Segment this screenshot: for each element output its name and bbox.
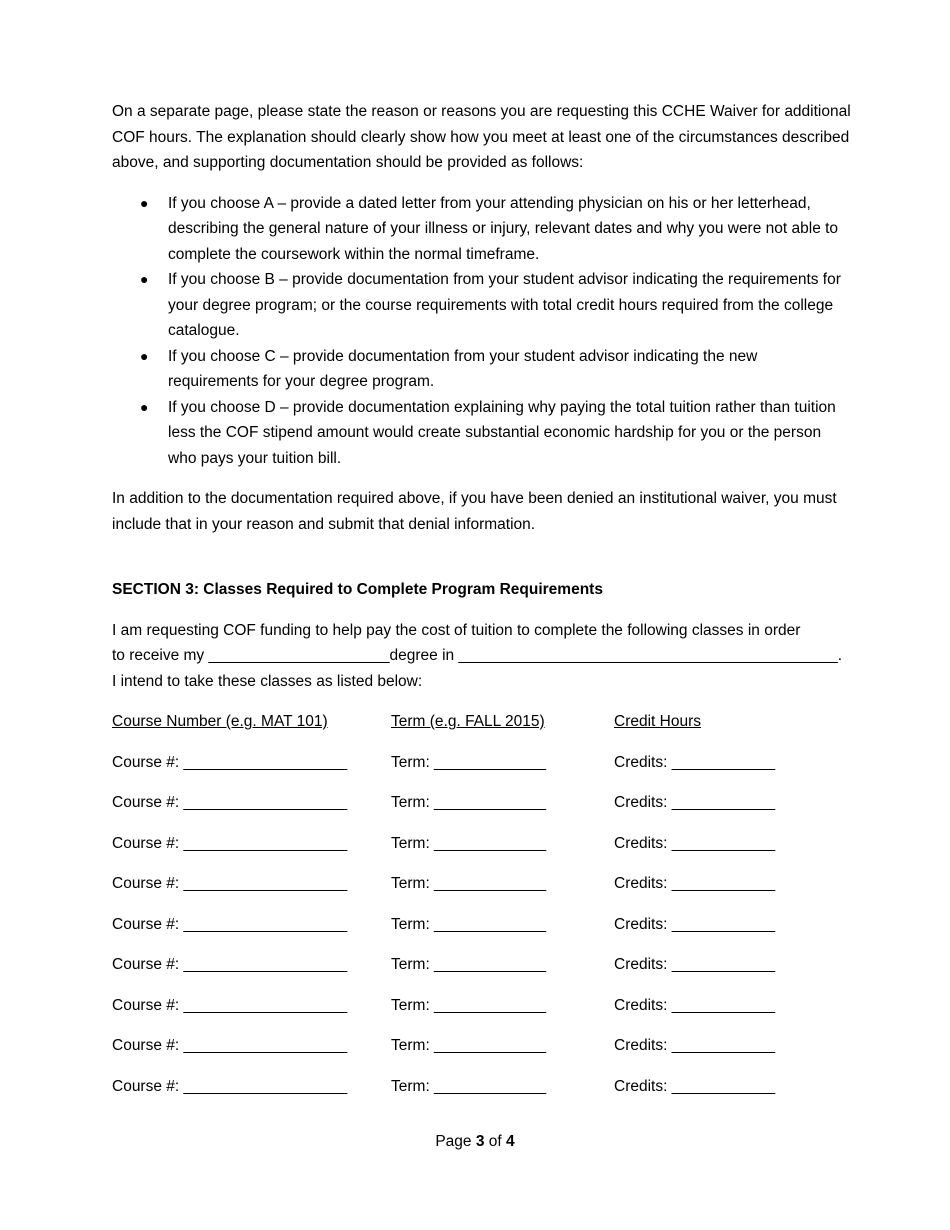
- class-row: [112, 952, 852, 978]
- term-field[interactable]: Term: _____________: [391, 915, 547, 933]
- term-field[interactable]: Term: _____________: [391, 875, 547, 892]
- term-field[interactable]: Term: _____________: [391, 834, 547, 852]
- request-line-3: I intend to take these classes as listed below:: [112, 672, 423, 690]
- course-field[interactable]: Course #: ___________________: [112, 1037, 348, 1054]
- class-row: [112, 912, 852, 938]
- bullet-icon: ●: [140, 194, 149, 211]
- term-field[interactable]: Term: _____________: [391, 1037, 547, 1054]
- course-field[interactable]: Course #: ___________________: [112, 996, 348, 1014]
- classes-header-row: [112, 709, 852, 735]
- addition-paragraph: In addition to the documentation required above, if you have been denied an institutional waiver, you must include that in your reason and submit that denial information.: [112, 490, 837, 533]
- request-line-1: I am requesting COF funding to help pay the cost of tuition to complete the following classes in order: [112, 621, 801, 639]
- course-field[interactable]: Course #: ___________________: [112, 956, 348, 973]
- term-field[interactable]: Term: _____________: [391, 1077, 547, 1095]
- credits-field[interactable]: Credits: ____________: [614, 875, 776, 892]
- class-row: [112, 871, 852, 897]
- credits-field[interactable]: Credits: ____________: [614, 996, 776, 1014]
- bullet-item-c: [112, 344, 852, 395]
- bullet-text: If you choose C – provide documentation from your student advisor indicating the new requirements for your degree program.: [168, 347, 758, 390]
- course-number-header: Course Number (e.g. MAT 101): [112, 713, 328, 730]
- section-title: SECTION 3: Classes Required to Complete Program Requirements: [112, 581, 603, 598]
- course-field[interactable]: Course #: ___________________: [112, 753, 348, 771]
- credits-field[interactable]: Credits: ____________: [614, 1077, 776, 1095]
- request-paragraph: [112, 618, 852, 695]
- credits-field[interactable]: Credits: ____________: [614, 1037, 776, 1054]
- class-row: [112, 831, 852, 857]
- page-number: 3: [475, 1133, 485, 1150]
- page-label: Page: [435, 1133, 472, 1150]
- bullet-text: If you choose D – provide documentation explaining why paying the total tuition rather than tuition less the COF stipend amount would create substantial economic hardship for you or the person who pays your tuition bill.: [168, 398, 836, 467]
- credits-field[interactable]: Credits: ____________: [614, 915, 776, 933]
- credits-field[interactable]: Credits: ____________: [614, 794, 776, 811]
- credit-hours-header: Credit Hours: [614, 713, 701, 730]
- intro-paragraph: On a separate page, please state the reason or reasons you are requesting this CCHE Waiver for additional COF hours. The explanation should clearly show how you meet at least one of the circumstances described above, and supporting documentation should be provided as follows:: [112, 103, 851, 171]
- class-row: [112, 750, 852, 776]
- term-field[interactable]: Term: _____________: [391, 956, 547, 973]
- class-row: [112, 993, 852, 1019]
- term-field[interactable]: Term: _____________: [391, 996, 547, 1014]
- credits-field[interactable]: Credits: ____________: [614, 834, 776, 852]
- course-field[interactable]: Course #: ___________________: [112, 915, 348, 933]
- request-line-2[interactable]: to receive my _____________________degree in ____________________________________________.: [112, 647, 843, 664]
- bullet-item-b: [112, 267, 852, 344]
- documentation-list: [112, 191, 852, 472]
- credits-field[interactable]: Credits: ____________: [614, 753, 776, 771]
- term-field[interactable]: Term: _____________: [391, 794, 547, 811]
- class-row: [112, 1074, 852, 1100]
- bullet-text: If you choose A – provide a dated letter from your attending physician on his or her letterhead, describing the general nature of your illness or injury, relevant dates and why you were not able to complete the coursework within the normal timeframe.: [168, 194, 839, 263]
- document-page: [112, 99, 852, 1114]
- bullet-item-a: [112, 191, 852, 268]
- bullet-icon: ●: [140, 398, 149, 415]
- course-field[interactable]: Course #: ___________________: [112, 875, 348, 892]
- bullet-item-d: [112, 395, 852, 472]
- bullet-icon: ●: [140, 271, 149, 287]
- bullet-text: If you choose B – provide documentation from your student advisor indicating the requirements for your degree program; or the course requirements with total credit hours required from the college catalogue.: [168, 271, 841, 339]
- class-row: [112, 1033, 852, 1059]
- course-field[interactable]: Course #: ___________________: [112, 794, 348, 811]
- course-field[interactable]: Course #: ___________________: [112, 834, 348, 852]
- page-footer: [0, 1129, 950, 1155]
- class-row: [112, 790, 852, 816]
- course-field[interactable]: Course #: ___________________: [112, 1077, 348, 1095]
- credits-field[interactable]: Credits: ____________: [614, 956, 776, 973]
- term-header: Term (e.g. FALL 2015): [391, 713, 545, 730]
- term-field[interactable]: Term: _____________: [391, 753, 547, 771]
- of-label: of: [488, 1133, 502, 1150]
- page-total: 4: [506, 1133, 515, 1150]
- bullet-icon: ●: [140, 347, 149, 364]
